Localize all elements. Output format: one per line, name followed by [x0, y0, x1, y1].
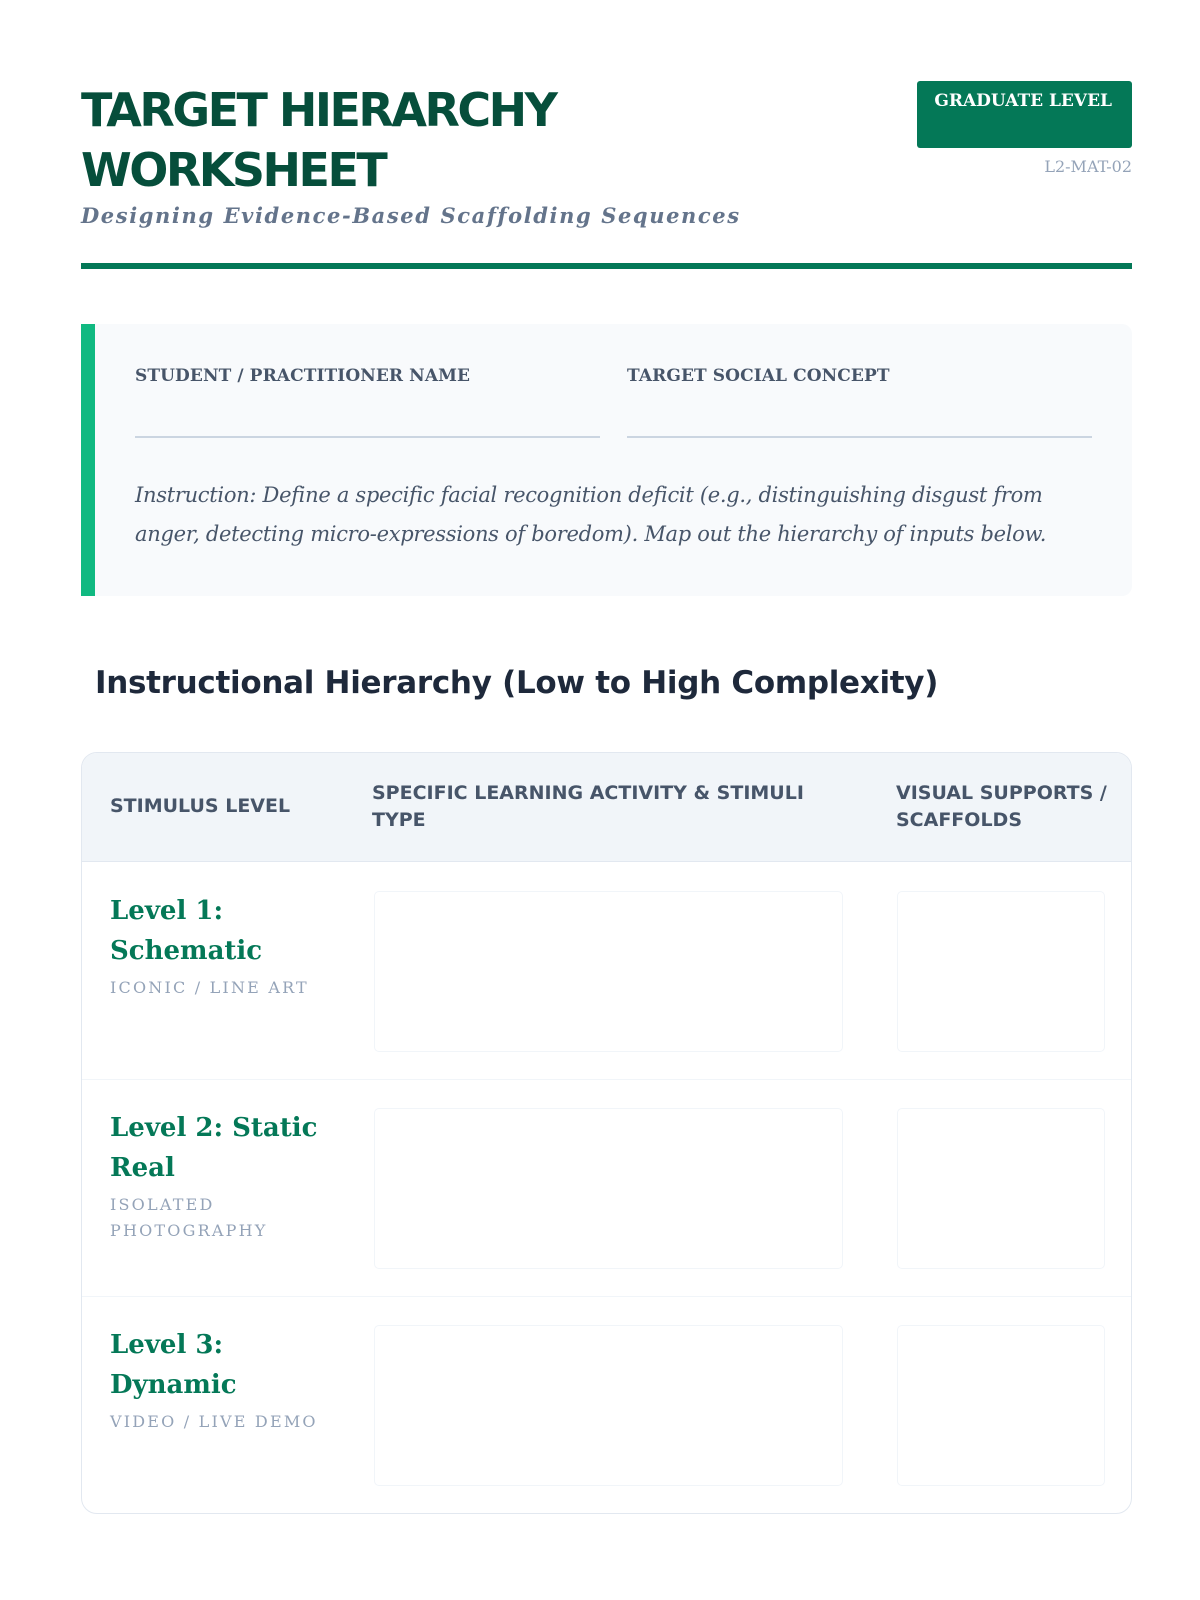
supports-input-box[interactable] [897, 1325, 1105, 1486]
table-row [82, 1080, 1131, 1297]
worksheet-header [81, 80, 1132, 228]
level-subtitle: ISOLATED PHOTOGRAPHY [110, 1195, 268, 1240]
name-field-label: STUDENT / PRACTITIONER NAME [135, 366, 471, 386]
hierarchy-table [81, 752, 1132, 1514]
table-row [82, 863, 1131, 1080]
table-header [82, 753, 1131, 862]
concept-field-label: TARGET SOCIAL CONCEPT [627, 366, 890, 386]
level-title: Level 3: Dynamic [110, 1330, 237, 1400]
activity-input-box[interactable] [374, 1108, 843, 1269]
concept-field-input[interactable] [627, 436, 1092, 438]
worksheet-code: L2-MAT-02 [1044, 157, 1132, 176]
name-field-input[interactable] [135, 436, 600, 438]
activity-input-box[interactable] [374, 1325, 843, 1486]
header-divider [81, 263, 1132, 269]
table-row [82, 1297, 1131, 1514]
page-subtitle: Designing Evidence-Based Scaffolding Sequences [81, 203, 741, 228]
column-header-supports: VISUAL SUPPORTS / SCAFFOLDS [896, 782, 1107, 831]
column-header-activity: SPECIFIC LEARNING ACTIVITY & STIMULI TYPE [372, 782, 804, 831]
level-subtitle: ICONIC / LINE ART [110, 978, 309, 997]
activity-input-box[interactable] [374, 891, 843, 1052]
level-title: Level 1: Schematic [110, 896, 263, 966]
section-title: Instructional Hierarchy (Low to High Complexity) [95, 665, 939, 701]
supports-input-box[interactable] [897, 1108, 1105, 1269]
page-title: TARGET HIERARCHY WORKSHEET [81, 83, 556, 197]
student-info-card [81, 324, 1132, 596]
level-title: Level 2: Static Real [110, 1113, 318, 1183]
level-badge: GRADUATE LEVEL [917, 81, 1132, 148]
level-subtitle: VIDEO / LIVE DEMO [110, 1412, 318, 1431]
concept-field [627, 366, 1092, 438]
instruction-text: Instruction: Define a specific facial recognition deficit (e.g., distinguishing disgust from anger, detecting micro-expressions of boredom). Map out the hierarchy of inputs below. [135, 483, 1047, 546]
name-field [135, 366, 600, 438]
supports-input-box[interactable] [897, 891, 1105, 1052]
column-header-stimulus: STIMULUS LEVEL [110, 795, 291, 817]
